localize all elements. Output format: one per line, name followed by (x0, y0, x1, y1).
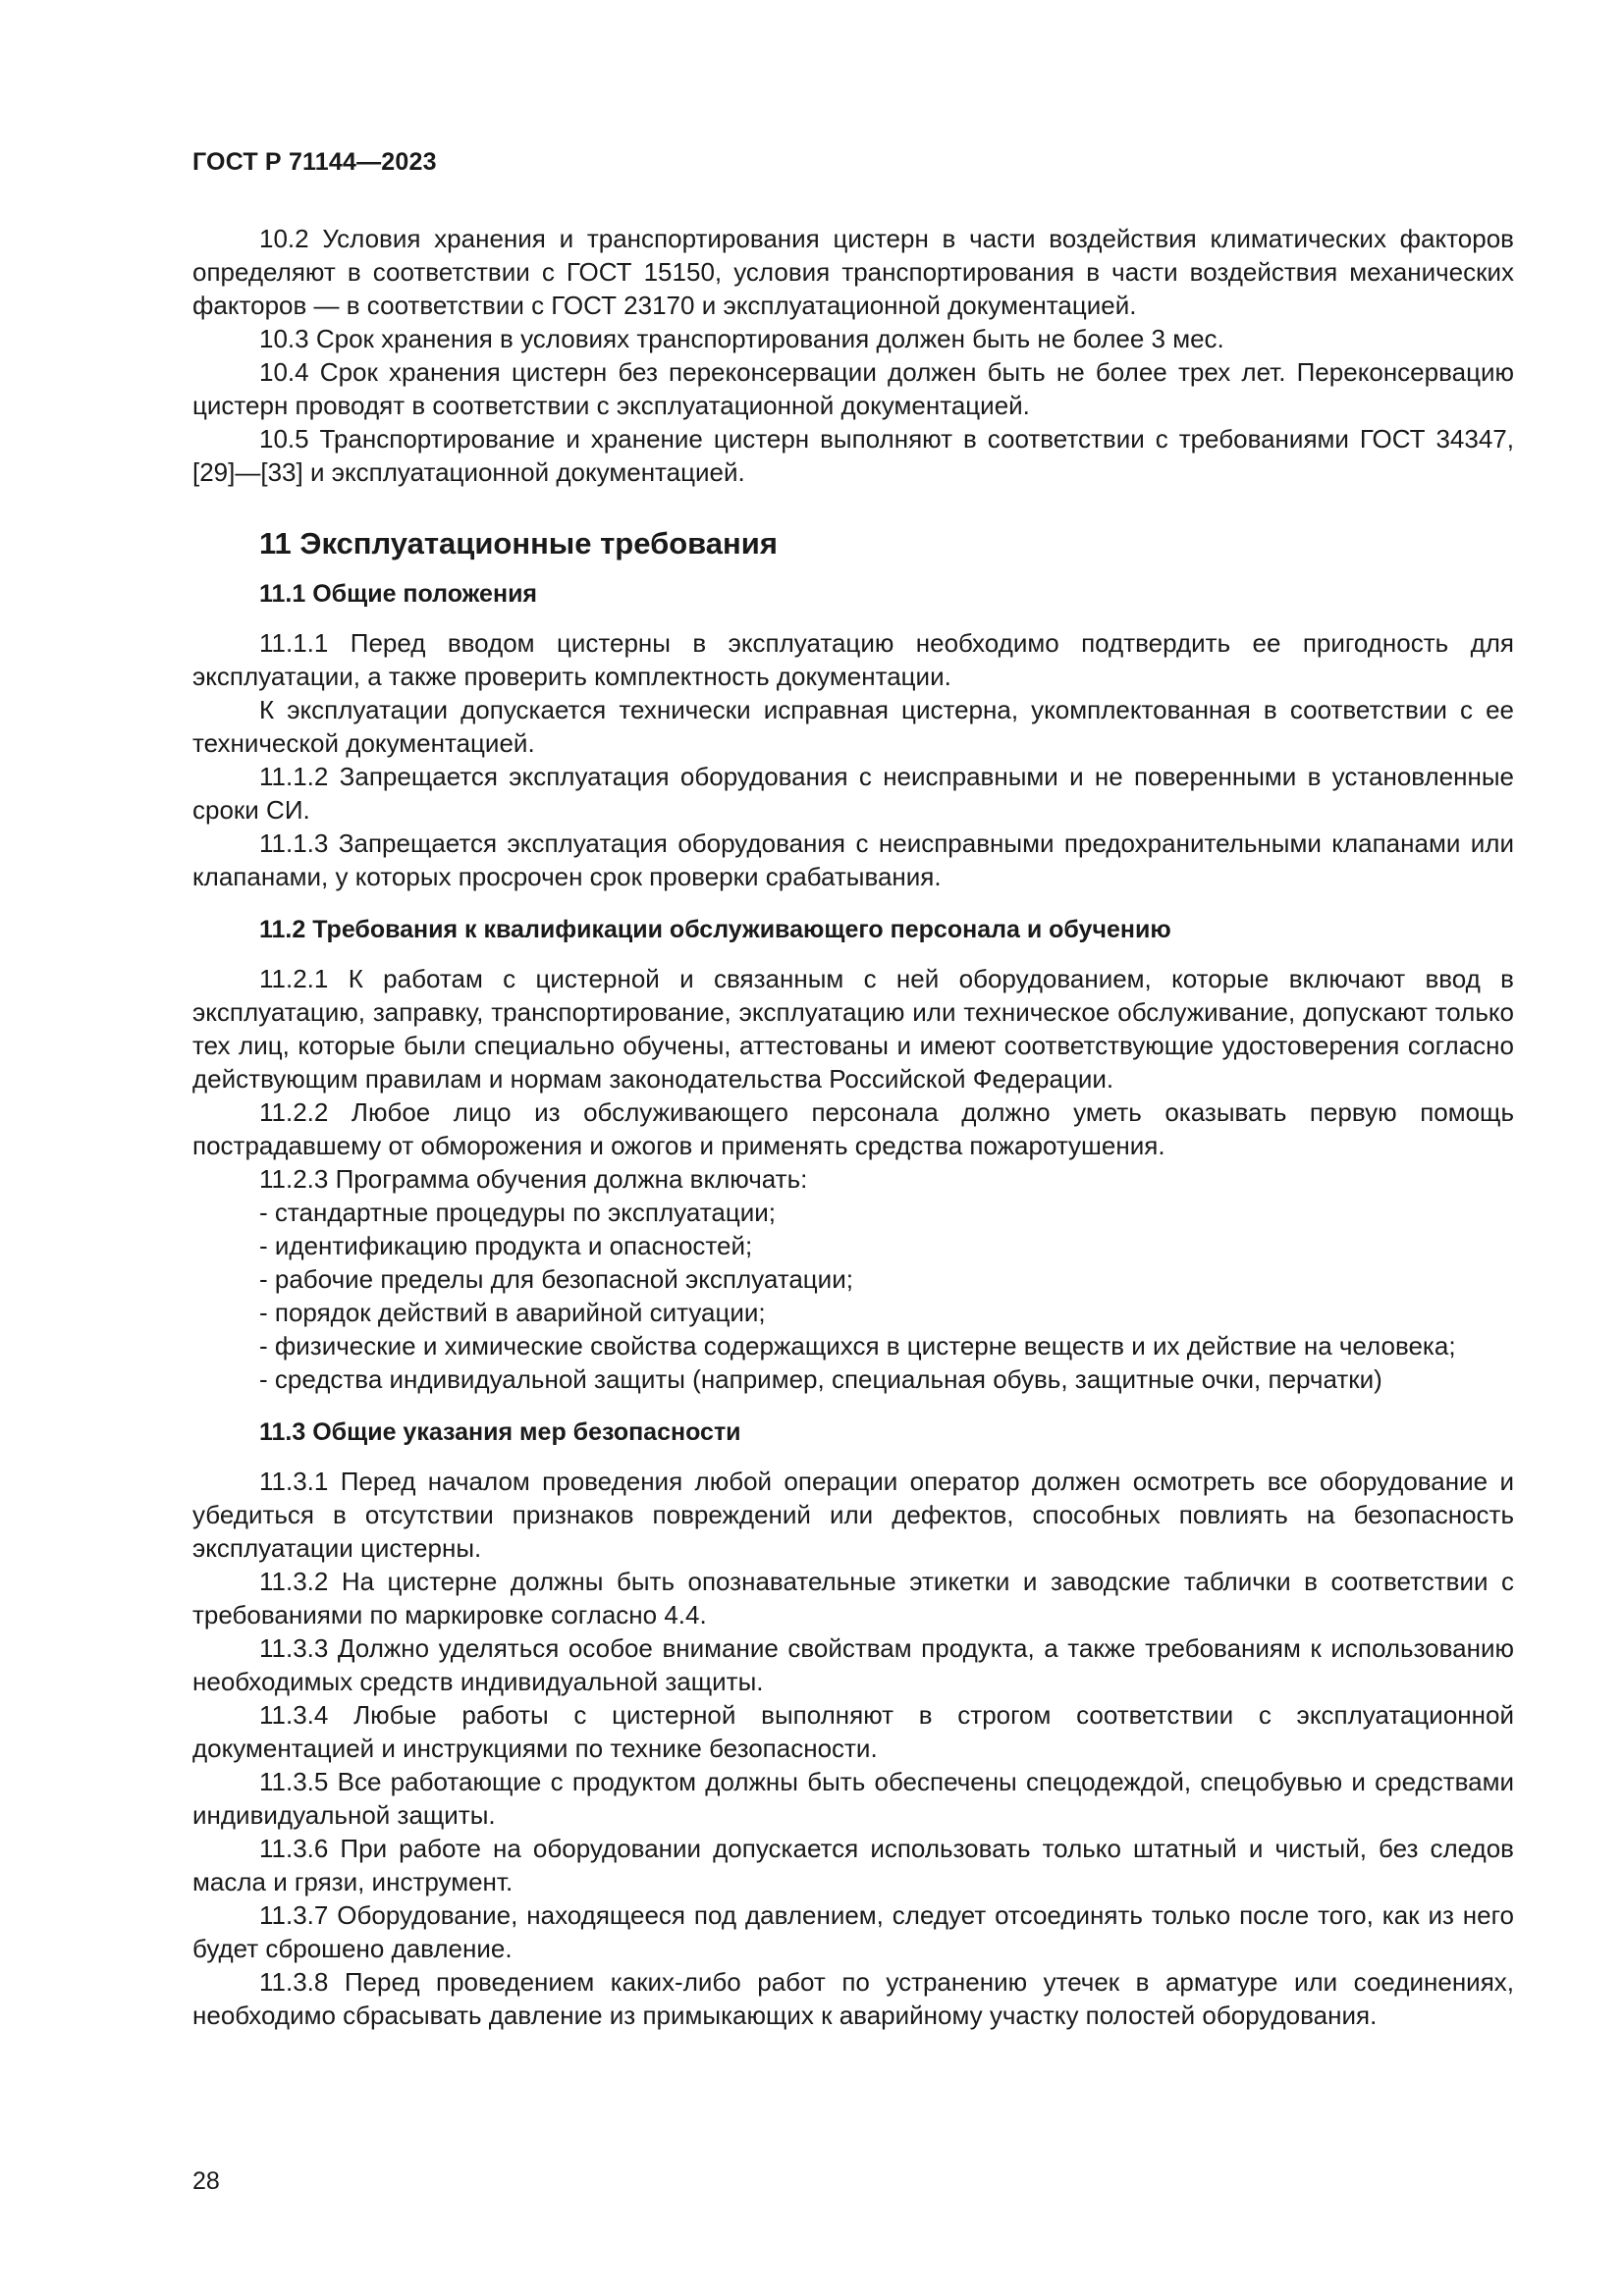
page-content (192, 222, 1514, 2032)
subsection-11-2-heading: 11.2 Требования к квалификации обслуживающего персонала и обучению (259, 916, 1171, 943)
list-item: - порядок действий в аварийной ситуации; (259, 1298, 766, 1327)
list-item: - средства индивидуальной защиты (например, специальная обувь, защитные очки, перчатки) (259, 1364, 1382, 1394)
paragraph-11-2-3: 11.2.3 Программа обучения должна включать: (259, 1164, 808, 1194)
list-item: - стандартные процедуры по эксплуатации; (259, 1198, 776, 1227)
paragraph-11-1-2: 11.1.2 Запрещается эксплуатация оборудования с неисправными и не поверенными в установленные сроки СИ. (192, 762, 1514, 825)
paragraph-10-2: 10.2 Условия хранения и транспортирования цистерн в части воздействия климатических факторов определяют в соответствии с ГОСТ 15150, условия транспортирования в части воздействия механических факторов — в соответствии с ГОСТ 23170 и эксплуатационной документацией. (192, 224, 1514, 320)
paragraph-10-3: 10.3 Срок хранения в условиях транспортирования должен быть не более 3 мес. (259, 324, 1224, 353)
paragraph-11-1-1: 11.1.1 Перед вводом цистерны в эксплуатацию необходимо подтвердить ее пригодность для эксплуатации, а также проверить комплектность документации. (192, 628, 1514, 691)
paragraph-10-5: 10.5 Транспортирование и хранение цистерн выполняют в соответствии с требованиями ГОСТ 34347, [29]—[33] и эксплуатационной документацией. (192, 424, 1514, 487)
paragraph-11-3-5: 11.3.5 Все работающие с продуктом должны быть обеспечены спецодеждой, спецобувью и средствами индивидуальной защиты. (192, 1767, 1514, 1830)
paragraph-11-3-7: 11.3.7 Оборудование, находящееся под давлением, следует отсоединять только после того, как из него будет сброшено давление. (192, 1900, 1514, 1963)
subsection-11-3-heading: 11.3 Общие указания мер безопасности (259, 1418, 741, 1446)
section-11-heading: 11 Эксплуатационные требования (259, 526, 778, 561)
paragraph-11-3-1: 11.3.1 Перед началом проведения любой операции оператор должен осмотреть все оборудование и убедиться в отсутствии признаков повреждений или дефектов, способных повлиять на безопасность эксплуатации цистерны. (192, 1467, 1514, 1563)
paragraph-11-1-3: 11.1.3 Запрещается эксплуатация оборудования с неисправными предохранительными клапанами или клапанами, у которых просрочен срок проверки срабатывания. (192, 828, 1514, 891)
paragraph-11-3-6: 11.3.6 При работе на оборудовании допускается использовать только штатный и чистый, без следов масла и грязи, инструмент. (192, 1834, 1514, 1896)
list-item: - рабочие пределы для безопасной эксплуатации; (259, 1264, 853, 1294)
paragraph-11-2-2: 11.2.2 Любое лицо из обслуживающего персонала должно уметь оказывать первую помощь пострадавшему от обморожения и ожогов и применять средства пожаротушения. (192, 1097, 1514, 1160)
document-code-header: ГОСТ Р 71144—2023 (192, 148, 437, 176)
paragraph-11-3-3: 11.3.3 Должно уделяться особое внимание свойствам продукта, а также требованиям к использованию необходимых средств индивидуальной защиты. (192, 1633, 1514, 1696)
page-number: 28 (192, 2167, 220, 2195)
paragraph-10-4: 10.4 Срок хранения цистерн без переконсервации должен быть не более трех лет. Переконсервацию цистерн проводят в соответствии с эксплуатационной документацией. (192, 357, 1514, 420)
paragraph-11-3-4: 11.3.4 Любые работы с цистерной выполняют в строгом соответствии с эксплуатационной документацией и инструкциями по технике безопасности. (192, 1700, 1514, 1763)
paragraph-11-3-2: 11.3.2 На цистерне должны быть опознавательные этикетки и заводские таблички в соответствии с требованиями по маркировке согласно 4.4. (192, 1567, 1514, 1629)
subsection-11-1-heading: 11.1 Общие положения (259, 580, 538, 608)
list-item: - идентификацию продукта и опасностей; (259, 1231, 753, 1260)
paragraph-11-1-1-cont: К эксплуатации допускается технически исправная цистерна, укомплектованная в соответствии с ее технической документацией. (192, 695, 1514, 758)
paragraph-11-2-1: 11.2.1 К работам с цистерной и связанным с ней оборудованием, которые включают ввод в эксплуатацию, заправку, транспортирование, эксплуатацию или техническое обслуживание, допускают только тех лиц, которые были специально обучены, аттестованы и имеют соответствующие удостоверения согласно действующим правилам и нормам законодательства Российской Федерации. (192, 964, 1514, 1094)
paragraph-11-3-8: 11.3.8 Перед проведением каких-либо работ по устранению утечек в арматуре или соединениях, необходимо сбрасывать давление из примыкающих к аварийному участку полостей оборудования. (192, 1967, 1514, 2030)
list-item: - физические и химические свойства содержащихся в цистерне веществ и их действие на человека; (259, 1331, 1456, 1361)
